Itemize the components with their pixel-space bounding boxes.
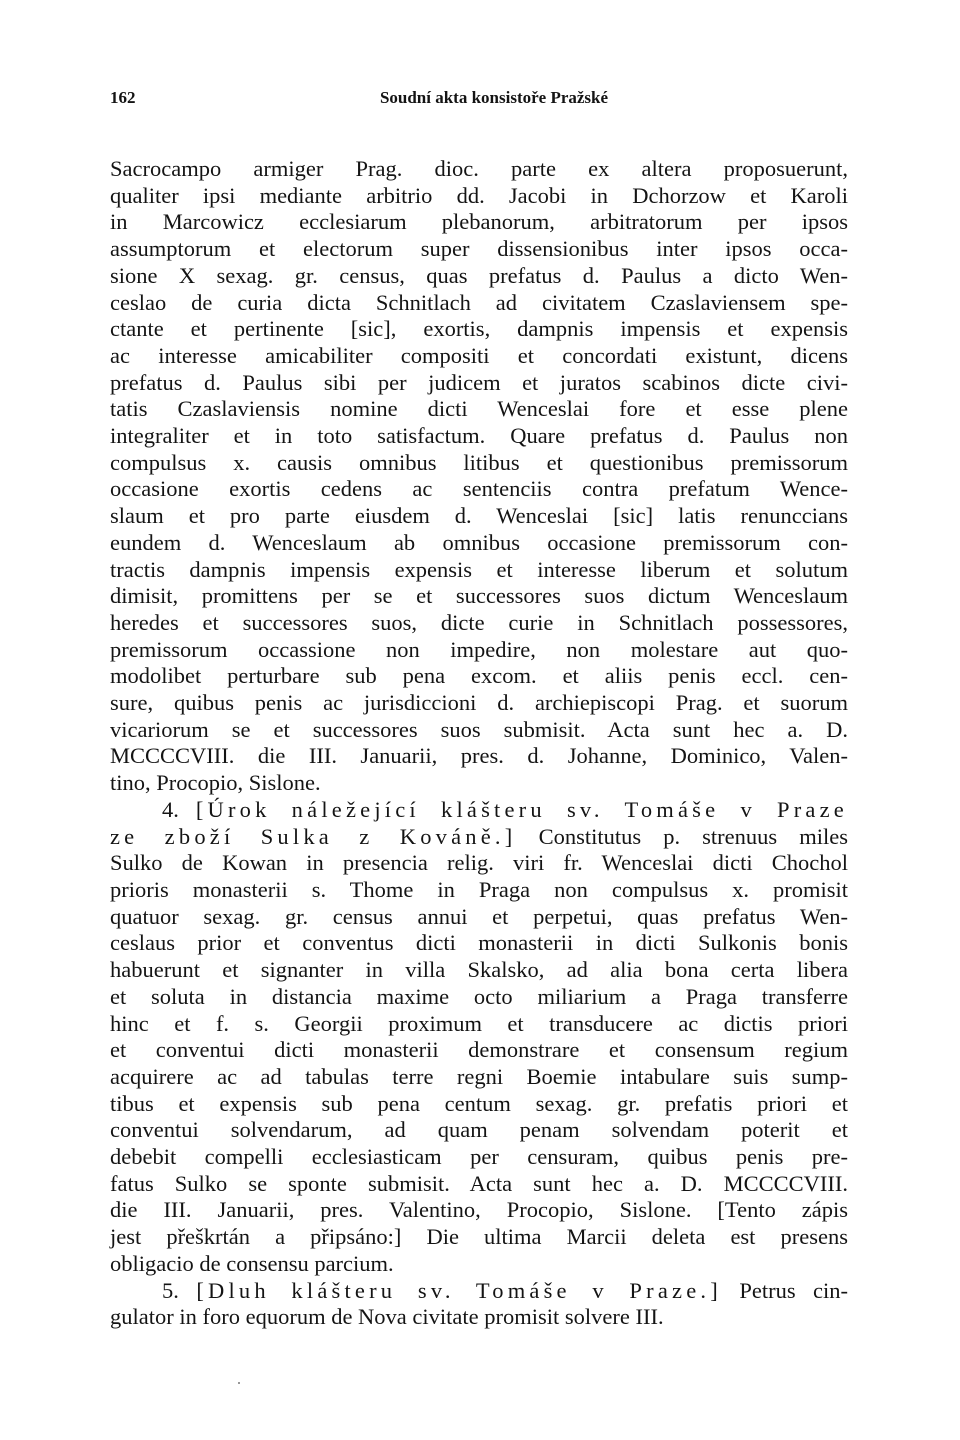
text-line: tibus et expensis sub pena centum sexag. gr. prefatis priori et bbox=[110, 1090, 848, 1116]
text-line: heredes et successores suos, dicte curie in Schnitlach possessores, bbox=[110, 609, 848, 635]
text-line: conventui solvendarum, ad quam penam solvendam poterit et bbox=[110, 1117, 848, 1143]
entry-heading: [Dluh klášteru sv. Tomáše v Praze.] bbox=[196, 1277, 722, 1303]
text-line: hinc et f. s. Georgii proximum et transducere ac dictis priori bbox=[110, 1010, 848, 1036]
text-line: quatuor sexag. gr. census annui et perpetui, quas prefatus Wen- bbox=[110, 903, 848, 929]
text-line: qualiter ipsi mediante arbitrio dd. Jacobi in Dchorzow et Karoli bbox=[110, 182, 848, 208]
text-line: debebit compelli ecclesiasticam per censuram, quibus penis pre- bbox=[110, 1144, 848, 1170]
text-line: ceslaus prior et conventus dicti monasterii in dicti Sulkonis bonis bbox=[110, 930, 848, 956]
text-line: MCCCCVIII. die III. Januarii, pres. d. Johanne, Dominico, Valen- bbox=[110, 743, 848, 769]
text-line: Sacrocampo armiger Prag. dioc. parte ex altera proposuerunt, bbox=[110, 156, 848, 181]
running-head bbox=[110, 88, 848, 118]
text-line: sure, quibus penis ac jurisdiccioni d. archiepiscopi Prag. et suorum bbox=[110, 690, 848, 716]
text-line: dimisit, promittens per se et successores suos dictum Wenceslaum bbox=[110, 583, 848, 609]
text-line: premissorum occassione non impedire, non molestare aut quo- bbox=[110, 636, 848, 662]
text-line: integraliter et in toto satisfactum. Quare prefatus d. Paulus non bbox=[110, 423, 848, 449]
text-line: vicariorum se et successores suos submisit. Acta sunt hec a. D. bbox=[110, 716, 848, 742]
text-line: obligacio de consensu parcium. bbox=[110, 1250, 394, 1276]
text-line: acquirere ac ad tabulas terre regni Boemie intabulare suis sump- bbox=[110, 1063, 848, 1089]
text-line: eundem d. Wenceslaum ab omnibus occasione premissorum con- bbox=[110, 529, 848, 555]
entry-text: Petrus cin- bbox=[739, 1277, 849, 1303]
text-line: fatus Sulko se sponte submisit. Acta sunt hec a. D. MCCCCVIII. bbox=[110, 1170, 848, 1196]
running-title: Soudní akta konsistoře Pražské bbox=[379, 88, 609, 107]
text-line: occasione exortis cedens ac sentenciis contra prefatum Wence- bbox=[110, 476, 848, 502]
entry-heading: ze zboží Sulka z Kováně.] bbox=[110, 823, 517, 849]
print-speck bbox=[238, 1382, 240, 1384]
text-line: in Marcowicz ecclesiarum plebanorum, arbitratorum per ipsos bbox=[110, 209, 848, 235]
text-line: slaum et pro parte eiusdem d. Wenceslai [sic] latis renunccians bbox=[110, 503, 848, 529]
text-line: die III. Januarii, pres. Valentino, Procopio, Sislone. [Tento zápis bbox=[110, 1197, 848, 1223]
text-line: jest přeškrtán a připsáno:] Die ultima Marcii deleta est presens bbox=[110, 1224, 848, 1250]
entry-heading: [Úrok náležející klášteru sv. Tomáše v Praze bbox=[195, 796, 848, 822]
text-line: ctante et pertinente [sic], exortis, dampnis impensis et expensis bbox=[110, 316, 848, 342]
text-line: modolibet perturbare sub pena excom. et aliis penis eccl. cen- bbox=[110, 663, 848, 689]
text-line: prefatus d. Paulus sibi per judicem et juratos scabinos dicte civi- bbox=[110, 369, 848, 395]
entry-number: 5. bbox=[162, 1277, 179, 1303]
entry-text: Constitutus p. strenuus miles bbox=[538, 823, 849, 849]
text-line: habuerunt et signanter in villa Skalsko, ad alia bona certa libera bbox=[110, 957, 848, 983]
entry-4-heading-line bbox=[110, 824, 848, 851]
entry-number: 4. bbox=[162, 796, 179, 822]
text-line: tatis Czaslaviensis nomine dicti Wenceslai fore et esse plene bbox=[110, 396, 848, 422]
text-line: assumptorum et electorum super dissensionibus inter ipsos occa- bbox=[110, 236, 848, 262]
entry-4-heading-line bbox=[110, 797, 848, 824]
page-number: 162 bbox=[110, 88, 136, 107]
text-line: tractis dampnis impensis expensis et interesse liberum et solutum bbox=[110, 556, 848, 582]
entry-5-heading-line bbox=[110, 1278, 848, 1305]
text-line: ceslao de curia dicta Schnitlach ad civitatem Czaslaviensem spe- bbox=[110, 289, 848, 315]
text-line: tino, Procopio, Sislone. bbox=[110, 770, 321, 796]
text-line: compulsus x. causis omnibus litibus et questionibus premissorum bbox=[110, 449, 848, 475]
text-line: et soluta in distancia maxime octo miliarium a Praga transferre bbox=[110, 983, 848, 1009]
text-line: ac interesse amicabiliter compositi et concordati existunt, dicens bbox=[110, 342, 848, 368]
text-line: Sulko de Kowan in presencia relig. viri fr. Wenceslai dicti Chochol bbox=[110, 850, 848, 876]
text-line: sione X sexag. gr. census, quas prefatus d. Paulus a dicto Wen- bbox=[110, 262, 848, 288]
text-line: et conventui dicti monasterii demonstrare et consensum regium bbox=[110, 1037, 848, 1063]
body-text bbox=[110, 156, 848, 1331]
text-line: gulator in foro equorum de Nova civitate promisit solvere III. bbox=[110, 1304, 664, 1330]
text-line: prioris monasterii s. Thome in Praga non compulsus x. promisit bbox=[110, 876, 848, 902]
document-page bbox=[110, 88, 848, 1331]
